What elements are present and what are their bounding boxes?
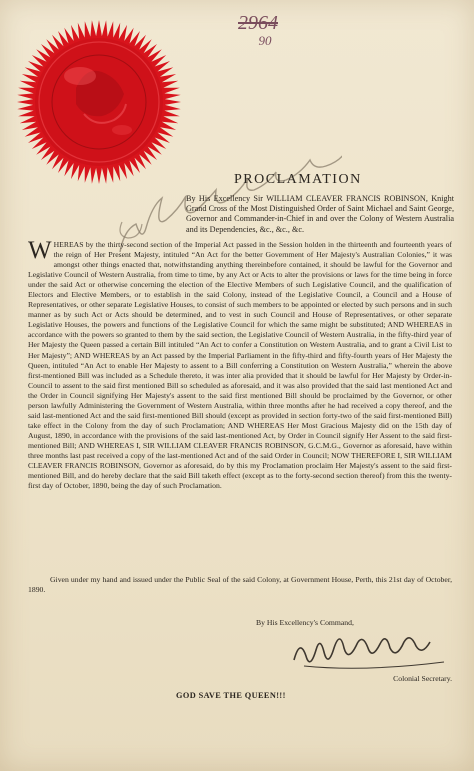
body-text: HEREAS by the thirty-second section of the Imperial Act passed in the Session holden in the thirteenth and fourteenth years of the reign of Her Present Majesty, intituled “An Act for the better Government of Her Majesty's Australian Colonies,” it was amongst other things enacted that, notwithstanding anything thereinbefore contained, it should be lawful for the Governor and Legislative Council of Western Australia, from time to time, by any Act or Acts to alter the provisions or laws for the time being in force under the said Act or otherwise concerning the election of the Elective Members of such Legislative Council, and the qualification of Electors and Elective Members, or to establish in the said Colony, instead of the Legislative Council, a Council and a House of Representatives, or other separate Legislative Houses, to consist of such members to be appointed or elected by such persons and in such manner as by such Act or Acts should be determined, and to vest in such Council and House of Representatives, or other separate Legislative Houses, the powers and functions of the Legislative Council for which the same might be substituted; AND WHEREAS in accordance with the powers so granted to them by the said section, the Legislative Council of Western Australia, in the fifty-third year of Her Majesty the Queen passed a certain Bill intituled “An Act to confer a Constitution on Western Australia, and to grant a Civil List to Her Majesty”; AND WHEREAS by an Act passed by the Imperial Parliament in the fifty-third and fifty-fourth years of Her Majesty the Queen, intituled “An Act to enable Her Majesty to assent to a Bill conferring a Constitution on Western Australia,” wherein the above first-mentioned Bill was included as a Schedule thereto, it was inter alia provided that it should be lawful for Her Majesty by Order-in-Council to assent to the said first mentioned Bill so scheduled as aforesaid, and it was also provided that the said last mentioned Act and the Order in Council signifying Her Majesty's assent to the said first mentioned Bill should be proclaimed by the Governor, or other person lawfully Administering the Government of Western Australia, within three months after he had received a copy thereof, and the said last-mentioned Act and the said first-mentioned Bill should (except as provided in section forty-two of the said first-mentioned Bill) take effect in the Colony from the day of such Proclamation; AND WHEREAS Her Most Gracious Majesty did on the 15th day of August, 1890, in accordance with the provisions of the said last-mentioned Act, by Order in Council signify Her Assent to the said first-mentioned Bill; AND WHEREAS I, SIR WILLIAM CLEAVER FRANCIS ROBINSON, G.C.M.G., Governor as aforesaid, have within three months last past received a copy of the last-mentioned Act and of the said Order in Council; NOW THEREFORE I, SIR WILLIAM CLEAVER FRANCIS ROBINSON, Governor as aforesaid, do by this my Proclamation proclaim Her Majesty's assent to the said first-mentioned Bill, and do hereby declare that the said Bill taketh effect (except as to the forty-second section thereof) from this the twenty-first day of October, 1890, being the day of such Proclamation. — [28, 240, 452, 491]
given-under-my-hand: Given under my hand and issued under the Public Seal of the said Colony, at Government House, Perth, this 21st day of October, 1890. — [28, 575, 452, 595]
governor-intro: By His Excellency Sir WILLIAM CLEAVER FRANCIS ROBINSON, Knight Grand Cross of the Most Distinguished Order of Saint Michael and Saint George, Governor and Commander-in-Chief in and over the Colony of Western Australia and its Dependencies, &c., &c., &c. — [186, 194, 454, 234]
drop-cap: W — [28, 237, 52, 264]
god-save-the-queen: GOD SAVE THE QUEEN!!! — [176, 691, 286, 700]
excellency-command: By His Excellency's Command, — [256, 618, 354, 627]
reference-number: 2964 — [238, 12, 278, 34]
proclamation-title: PROCLAMATION — [234, 172, 362, 187]
colonial-secretary-signature — [286, 630, 461, 676]
reference-sub-number: 90 — [258, 33, 272, 48]
proclamation-body — [28, 237, 452, 491]
colonial-secretary-label: Colonial Secretary. — [393, 674, 452, 683]
archive-reference — [228, 12, 288, 48]
